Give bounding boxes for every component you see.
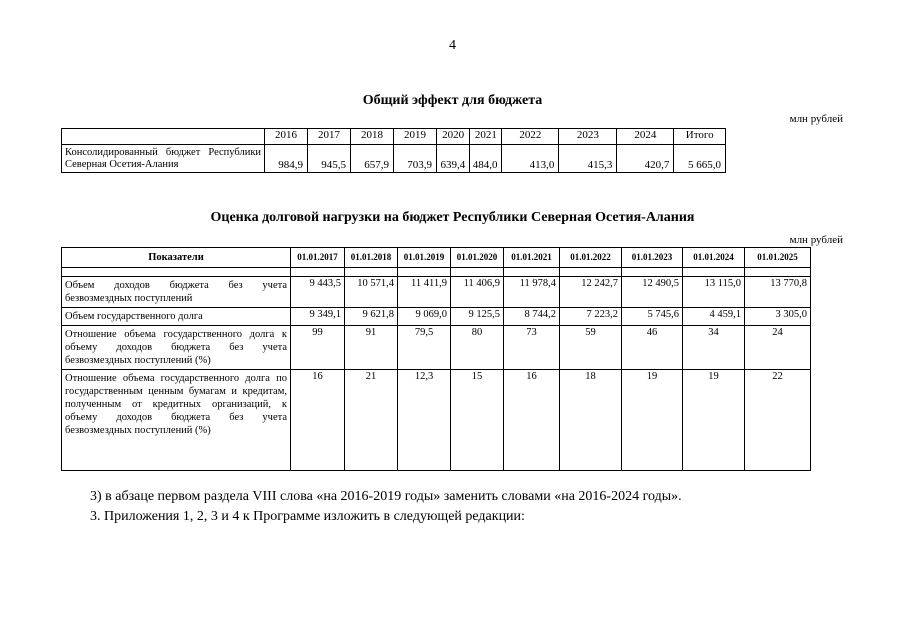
table-cell: 9 349,1 <box>291 308 345 326</box>
table-cell: 8 744,2 <box>504 308 560 326</box>
table-header-cell: 2020 <box>436 129 469 145</box>
table-cell: 657,9 <box>351 145 394 173</box>
table-header-row <box>62 129 726 145</box>
table-header-cell: 2016 <box>265 129 308 145</box>
table-cell: 7 223,2 <box>560 308 622 326</box>
budget-effect-title: Общий эффект для бюджета <box>362 93 543 108</box>
table-cell: 73 <box>504 326 560 370</box>
table-header-cell: 01.01.2018 <box>345 248 398 268</box>
table-cell: 639,4 <box>436 145 469 173</box>
table-cell: 80 <box>451 326 504 370</box>
table-cell: 10 571,4 <box>345 277 398 308</box>
row-label: Объем доходов бюджета без учета безвозмездных поступлений <box>62 277 291 308</box>
row-label: Отношение объема государственного долга по государственным ценным бумагам и кредитам, полученным от кредитных организаций, к объему доходов бюджета без учета безвозмездных поступлений (%) <box>62 370 291 471</box>
table-cell: 9 621,8 <box>345 308 398 326</box>
row-label: Консолидированный бюджет Республики Северная Осетия-Алания <box>62 145 265 173</box>
table-cell: 9 443,5 <box>291 277 345 308</box>
table-cell: 16 <box>504 370 560 471</box>
paragraph: 3) в абзаце первом раздела VIII слова «на 2016-2019 годы» заменить словами «на 2016-2024 годы». <box>90 489 682 504</box>
table-row <box>62 145 726 173</box>
table-cell: 9 125,5 <box>451 308 504 326</box>
table-header-cell: 2023 <box>559 129 617 145</box>
table-cell: 22 <box>745 370 811 471</box>
table-header-cell: 2024 <box>617 129 674 145</box>
table-header-row <box>62 248 811 268</box>
table-cell: 91 <box>345 326 398 370</box>
table-cell: 13 115,0 <box>683 277 745 308</box>
table-cell: 46 <box>622 326 683 370</box>
row-label: Отношение объема государственного долга к объему доходов бюджета без учета безвозмездных поступлений (%) <box>62 326 291 370</box>
table-cell: 34 <box>683 326 745 370</box>
table-cell: 4 459,1 <box>683 308 745 326</box>
table-cell: 16 <box>291 370 345 471</box>
table-cell: 11 406,9 <box>451 277 504 308</box>
table-header-cell: Итого <box>674 129 726 145</box>
table-row <box>62 370 811 471</box>
table-cell: 24 <box>745 326 811 370</box>
table-cell: 18 <box>560 370 622 471</box>
budget-effect-table <box>61 128 726 173</box>
table-cell: 12 490,5 <box>622 277 683 308</box>
debt-load-table <box>61 247 811 471</box>
table-header-cell: 01.01.2025 <box>745 248 811 268</box>
table-cell: 984,9 <box>265 145 308 173</box>
table-cell: 11 411,9 <box>398 277 451 308</box>
page-number: 4 <box>449 38 456 53</box>
table-header-cell: 2022 <box>502 129 559 145</box>
table-cell: 15 <box>451 370 504 471</box>
table-row <box>62 277 811 308</box>
table-header-cell: 01.01.2021 <box>504 248 560 268</box>
table-cell: 12,3 <box>398 370 451 471</box>
table-cell: 19 <box>683 370 745 471</box>
table-header-cell: 01.01.2023 <box>622 248 683 268</box>
table-header-cell: 2017 <box>308 129 351 145</box>
debt-load-title: Оценка долговой нагрузки на бюджет Республики Северная Осетия-Алания <box>210 210 695 225</box>
table-row <box>62 326 811 370</box>
paragraph: 3. Приложения 1, 2, 3 и 4 к Программе изложить в следующей редакции: <box>90 509 525 524</box>
table-cell: 21 <box>345 370 398 471</box>
table-cell: 99 <box>291 326 345 370</box>
table-header-cell: 01.01.2017 <box>291 248 345 268</box>
table-header-cell: 01.01.2022 <box>560 248 622 268</box>
table-header-cell: 01.01.2024 <box>683 248 745 268</box>
table-header-cell: Показатели <box>62 248 291 268</box>
table-cell: 5 665,0 <box>674 145 726 173</box>
table-cell: 484,0 <box>470 145 502 173</box>
units-label: млн рублей <box>789 234 843 246</box>
table-cell: 703,9 <box>393 145 436 173</box>
spacer-row <box>62 268 811 277</box>
table-cell: 420,7 <box>617 145 674 173</box>
table-cell: 415,3 <box>559 145 617 173</box>
table-header-cell: 01.01.2020 <box>451 248 504 268</box>
table-cell: 3 305,0 <box>745 308 811 326</box>
table-header-cell <box>62 129 265 145</box>
table-cell: 11 978,4 <box>504 277 560 308</box>
table-cell: 19 <box>622 370 683 471</box>
table-cell: 12 242,7 <box>560 277 622 308</box>
units-label: млн рублей <box>789 113 843 125</box>
table-header-cell: 2021 <box>470 129 502 145</box>
table-header-cell: 2019 <box>393 129 436 145</box>
table-cell: 13 770,8 <box>745 277 811 308</box>
table-header-cell: 2018 <box>351 129 394 145</box>
table-row <box>62 308 811 326</box>
row-label: Объем государственного долга <box>62 308 291 326</box>
table-cell: 59 <box>560 326 622 370</box>
table-header-cell: 01.01.2019 <box>398 248 451 268</box>
table-cell: 945,5 <box>308 145 351 173</box>
table-cell: 79,5 <box>398 326 451 370</box>
table-cell: 9 069,0 <box>398 308 451 326</box>
table-cell: 413,0 <box>502 145 559 173</box>
table-cell: 5 745,6 <box>622 308 683 326</box>
